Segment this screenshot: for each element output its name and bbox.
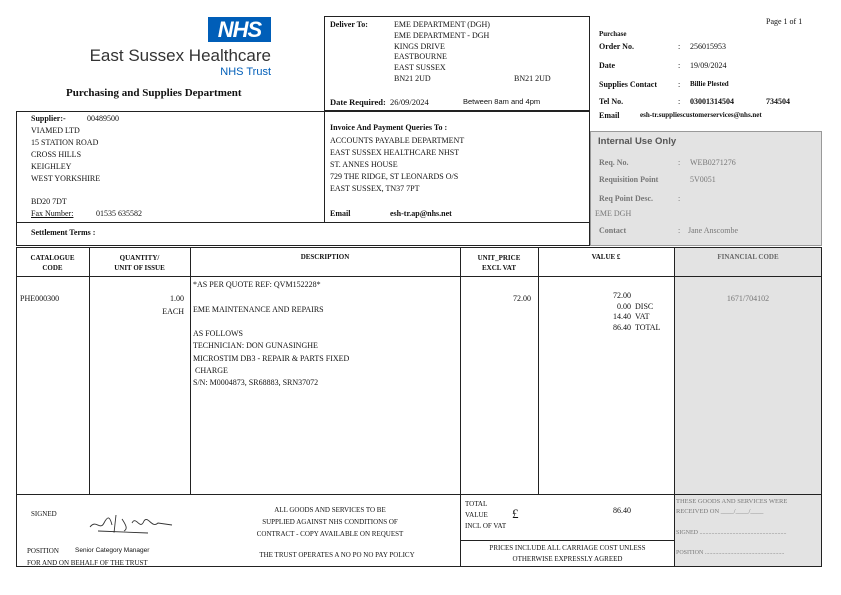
settlement-terms-label: Settlement Terms : <box>31 228 96 237</box>
value-amount: 86.40 <box>613 322 631 332</box>
row-catalogue-code: PHE000300 <box>20 294 60 303</box>
deliver-to-label: Deliver To: <box>330 20 368 29</box>
supplier-invoice-box <box>16 111 590 246</box>
deliver-address <box>394 20 490 85</box>
order-no-label: Order No. <box>599 42 634 51</box>
description-line: AS FOLLOWS <box>193 329 244 339</box>
footer-divider-2 <box>674 495 675 567</box>
supplies-contact-label: Supplies Contact <box>599 80 658 89</box>
purchase-title: Purchase <box>599 30 627 38</box>
received-position-line: POSITION ..................................................... <box>676 550 785 556</box>
nhs-logo: NHS <box>208 17 271 42</box>
req-point-desc-value: EME DGH <box>595 209 632 218</box>
deliver-line: KINGS DRIVE <box>394 41 445 51</box>
internal-contact-value: Jane Anscombe <box>688 226 738 235</box>
deliver-line: EME DEPARTMENT - DGH <box>394 30 490 40</box>
position-label: POSITION <box>27 547 59 555</box>
delivery-time-window: Between 8am and 4pm <box>463 97 541 106</box>
col-divider-4 <box>538 247 539 495</box>
internal-use-title: Internal Use Only <box>598 136 677 147</box>
col-divider-1 <box>89 247 90 495</box>
deliver-line: EME DEPARTMENT (DGH) <box>394 20 490 29</box>
value-label: TOTAL <box>635 322 661 332</box>
email-label: Email <box>599 111 620 120</box>
received-signed-line: SIGNED .......................................................... <box>676 530 787 536</box>
supplier-invoice-divider <box>324 111 325 222</box>
invoice-line: ST. ANNES HOUSE <box>330 160 398 169</box>
total-label: TOTAL VALUE INCL OF VAT <box>465 500 507 530</box>
header-quantity: QUANTITY/ UNIT OF ISSUE <box>114 254 165 272</box>
value-line <box>540 323 660 334</box>
date-label: Date <box>599 61 615 70</box>
supplier-line: CROSS HILLS <box>31 150 82 159</box>
invoice-email: esh-tr.ap@nhs.net <box>390 209 452 218</box>
fax-label: Fax Number: <box>31 209 74 218</box>
invoice-queries-title: Invoice And Payment Queries To : <box>330 123 448 132</box>
supplier-address <box>31 125 100 185</box>
header-unit-price: UNIT_PRICE EXCL VAT <box>477 254 521 272</box>
org-name: East Sussex Healthcare <box>89 46 271 65</box>
org-sub: NHS Trust <box>220 66 271 78</box>
req-no-value: WEB0271276 <box>690 158 736 167</box>
no-po-no-pay: THE TRUST OPERATES A NO PO NO PAY POLICY <box>259 551 415 559</box>
row-value-breakdown <box>540 291 660 333</box>
received-on: THESE GOODS AND SERVICES WERE RECEIVED ON ____/____/____ <box>676 498 788 515</box>
description-line <box>193 316 349 328</box>
col-divider-5 <box>674 247 675 495</box>
value-line <box>540 291 660 302</box>
invoice-email-label: Email <box>330 209 351 218</box>
department-title: Purchasing and Supplies Department <box>66 87 242 99</box>
value-line <box>540 302 660 313</box>
value-amount: 14.40 <box>613 312 631 322</box>
req-point-label: Requisition Point <box>599 175 659 184</box>
conditions-text: ALL GOODS AND SERVICES TO BE SUPPLIED AGAINST NHS CONDITIONS OF CONTRACT - COPY AVAILABLE ON REQUEST <box>256 506 404 538</box>
order-no-value: 256015953 <box>690 42 726 51</box>
financial-code-column <box>674 248 821 494</box>
order-colon: : <box>678 42 681 51</box>
description-line: *AS PER QUOTE REF: QVM152228* <box>193 280 321 289</box>
description-line: EME MAINTENANCE AND REPAIRS <box>193 304 324 314</box>
tel-colon: : <box>678 97 681 106</box>
invoice-address <box>330 135 464 195</box>
behalf-label: FOR AND ON BEHALF OF THE TRUST <box>27 559 148 567</box>
page-number: Page 1 of 1 <box>766 17 803 26</box>
row-financial-code: 1671/704102 <box>726 294 770 303</box>
tel-label: Tel No. <box>599 97 624 106</box>
value-label: DISC <box>635 301 654 311</box>
deliver-line: BN21 2UD <box>394 73 431 83</box>
invoice-line: EAST SUSSEX, TN37 7PT <box>330 184 420 193</box>
supplier-line: VIAMED LTD <box>31 126 80 135</box>
currency-symbol: £ <box>512 506 519 521</box>
tel-ext: 734504 <box>766 97 790 106</box>
deliver-line: EASTBOURNE <box>394 52 447 62</box>
req-point-desc-colon: : <box>678 194 681 203</box>
header-financial-code: FINANCIAL CODE <box>717 253 779 261</box>
tel-value: 03001314504 <box>690 97 734 106</box>
total-value: 86.40 <box>613 506 631 515</box>
row-quantity: 1.00 <box>170 294 184 303</box>
deliver-line: EAST SUSSEX <box>394 63 446 73</box>
description-line <box>193 291 349 303</box>
supplier-label: Supplier:- <box>31 114 66 123</box>
req-point-value: 5V0051 <box>690 175 716 184</box>
position-value: Senior Category Manager <box>75 547 150 554</box>
col-divider-2 <box>190 247 191 495</box>
supplier-line: KEIGHLEY <box>31 162 72 171</box>
date-required-label: Date Required: <box>330 97 386 107</box>
description-line: S/N: M0004873, SR68883, SRN37072 <box>193 378 319 388</box>
header-catalogue-code: CATALOGUE CODE <box>30 254 75 272</box>
row-unit: EACH <box>162 307 184 316</box>
supplies-contact-value: Billie Plested <box>690 80 729 88</box>
internal-contact-colon: : <box>678 226 681 235</box>
description-line: TECHNICIAN: DON GUNASINGHE <box>193 341 318 351</box>
supplier-postcode: BD20 7DT <box>31 197 67 206</box>
table-header-divider <box>16 276 822 277</box>
invoice-line: 729 THE RIDGE, ST LEONARDS O/S <box>330 172 459 181</box>
contact-colon: : <box>678 80 681 89</box>
value-amount: 0.00 <box>617 301 631 311</box>
invoice-line: EAST SUSSEX HEALTHCARE NHST <box>330 148 460 157</box>
row-unit-price: 72.00 <box>513 294 531 303</box>
description-line: MICROSTIM DB3 - REPAIR & PARTS FIXED <box>193 353 350 363</box>
value-amount: 72.00 <box>613 291 631 300</box>
req-no-colon: : <box>678 158 681 167</box>
description-line: CHARGE <box>193 366 228 376</box>
internal-contact-label: Contact <box>599 226 627 235</box>
settlement-divider <box>16 222 590 223</box>
date-value: 19/09/2024 <box>690 61 727 70</box>
purchase-email: esh-tr.suppliescustomerservices@nhs.net <box>640 111 762 119</box>
req-no-label: Req. No. <box>599 158 629 167</box>
col-divider-3 <box>460 247 461 495</box>
signed-label: SIGNED <box>31 510 57 518</box>
value-label: VAT <box>635 312 650 322</box>
req-point-desc-label: Req Point Desc. <box>599 194 653 203</box>
header-value: VALUE £ <box>591 253 621 261</box>
invoice-line: ACCOUNTS PAYABLE DEPARTMENT <box>330 136 465 145</box>
date-required-value: 26/09/2024 <box>390 97 429 107</box>
date-colon: : <box>678 61 681 70</box>
deliver-postcode-right: BN21 2UD <box>514 74 551 83</box>
supplier-line: 15 STATION ROAD <box>31 138 99 147</box>
value-line <box>540 312 660 323</box>
fax-value: 01535 635582 <box>96 209 142 218</box>
supplier-number: 00489500 <box>87 114 119 123</box>
supplier-line: WEST YORKSHIRE <box>31 174 101 183</box>
header-description: DESCRIPTION <box>300 253 350 261</box>
prices-note: PRICES INCLUDE ALL CARRIAGE COST UNLESS OTHERWISE EXPRESSLY AGREED <box>489 544 646 563</box>
signature-image <box>88 511 174 535</box>
footer-divider-h <box>460 540 674 541</box>
row-description <box>193 279 349 390</box>
